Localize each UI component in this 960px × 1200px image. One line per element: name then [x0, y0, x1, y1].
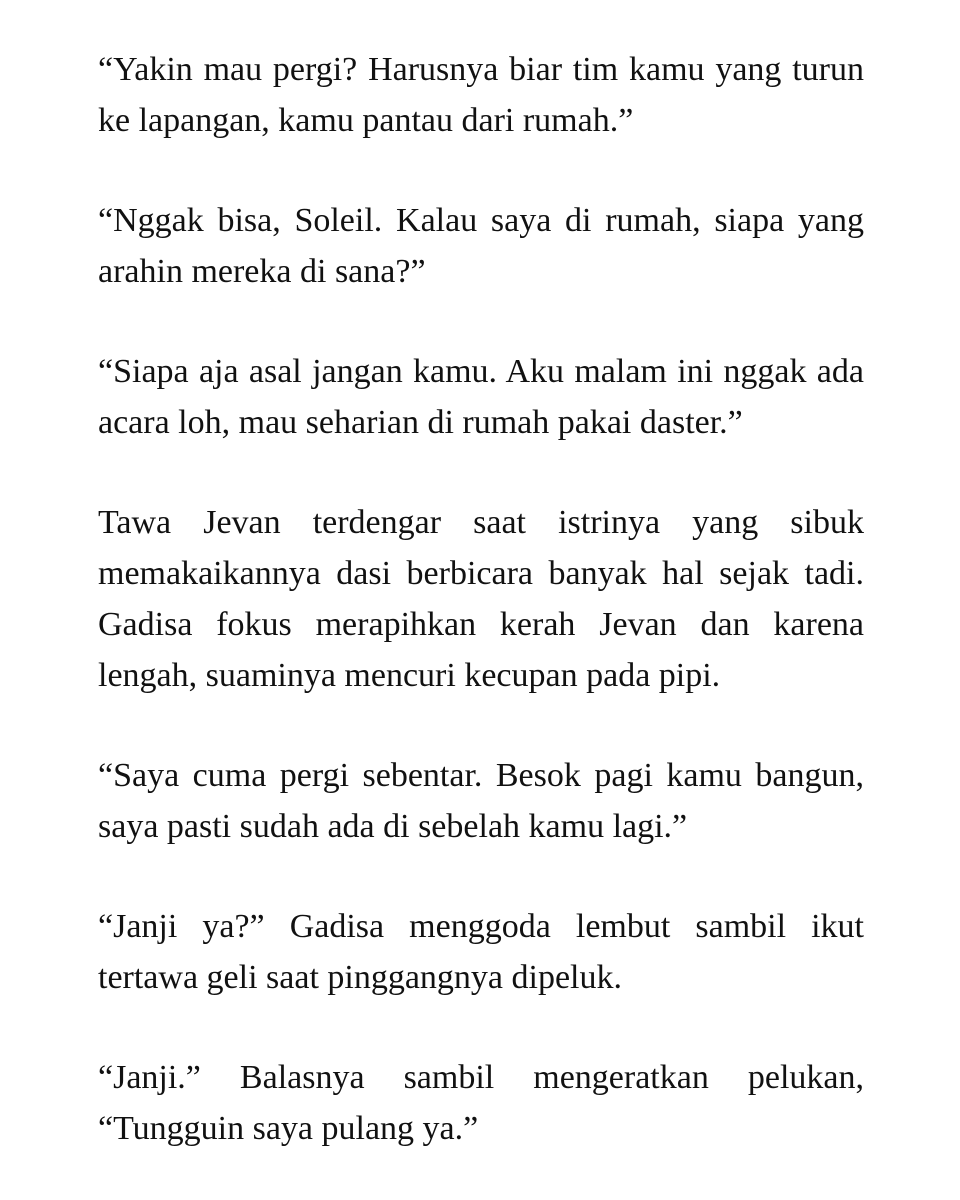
- story-text: [98, 44, 864, 1154]
- paragraph-2: “Nggak bisa, Soleil. Kalau saya di rumah, siapa yang arahin mereka di sana?”: [98, 202, 864, 290]
- paragraph-4: Tawa Jevan terdengar saat istrinya yang sibuk memakaikannya dasi berbicara banyak hal sejak tadi. Gadisa fokus merapihkan kerah Jevan dan karena lengah, suaminya mencuri kecupan pada pipi.: [98, 504, 864, 694]
- paragraph-3: “Siapa aja asal jangan kamu. Aku malam ini nggak ada acara loh, mau seharian di rumah pakai daster.”: [98, 353, 864, 441]
- paragraph-7: “Janji.” Balasnya sambil mengeratkan pelukan, “Tungguin saya pulang ya.”: [98, 1059, 864, 1147]
- paragraph-1: “Yakin mau pergi? Harusnya biar tim kamu yang turun ke lapangan, kamu pantau dari rumah.”: [98, 51, 864, 139]
- paragraph-6: “Janji ya?” Gadisa menggoda lembut sambil ikut tertawa geli saat pinggangnya dipeluk.: [98, 908, 864, 996]
- paragraph-5: “Saya cuma pergi sebentar. Besok pagi kamu bangun, saya pasti sudah ada di sebelah kamu lagi.”: [98, 757, 864, 845]
